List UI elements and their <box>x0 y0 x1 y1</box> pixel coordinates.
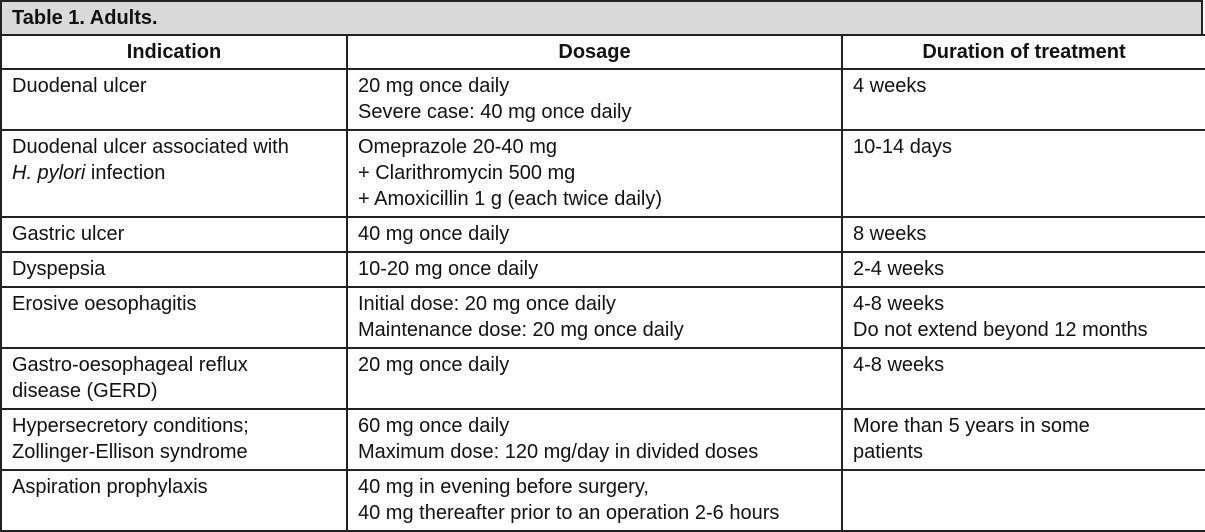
indication-cell: Dyspepsia <box>1 252 347 287</box>
dosage-cell: 60 mg once daily Maximum dose: 120 mg/day in divided doses <box>347 409 842 470</box>
duration-cell: 4-8 weeks <box>842 348 1205 409</box>
table-row <box>1 252 1205 287</box>
table-row <box>1 348 1205 409</box>
dosage-cell: 20 mg once daily <box>347 348 842 409</box>
dosage-cell: Omeprazole 20-40 mg + Clarithromycin 500 mg + Amoxicillin 1 g (each twice daily) <box>347 130 842 217</box>
duration-cell: 8 weeks <box>842 217 1205 252</box>
table-row <box>1 217 1205 252</box>
dosage-cell: 20 mg once daily Severe case: 40 mg once daily <box>347 69 842 130</box>
table-row <box>1 69 1205 130</box>
indication-cell: Gastric ulcer <box>1 217 347 252</box>
indication-cell: Aspiration prophylaxis <box>1 470 347 531</box>
dosage-cell: Initial dose: 20 mg once daily Maintenance dose: 20 mg once daily <box>347 287 842 348</box>
dosage-cell: 10-20 mg once daily <box>347 252 842 287</box>
indication-cell: Gastro-oesophageal reflux disease (GERD) <box>1 348 347 409</box>
duration-cell: 2-4 weeks <box>842 252 1205 287</box>
table-caption: Table 1. Adults. <box>0 0 1203 34</box>
indication-cell: Duodenal ulcer associated with H. pylori infection <box>1 130 347 217</box>
header-duration: Duration of treatment <box>842 35 1205 69</box>
duration-cell: More than 5 years in some patients <box>842 409 1205 470</box>
table-row <box>1 409 1205 470</box>
duration-cell: 4-8 weeks Do not extend beyond 12 months <box>842 287 1205 348</box>
indication-cell: Erosive oesophagitis <box>1 287 347 348</box>
indication-cell: Hypersecretory conditions; Zollinger-Ellison syndrome <box>1 409 347 470</box>
dosage-table <box>0 34 1205 532</box>
header-dosage: Dosage <box>347 35 842 69</box>
dosage-cell: 40 mg in evening before surgery, 40 mg thereafter prior to an operation 2-6 hours <box>347 470 842 531</box>
table-row <box>1 130 1205 217</box>
duration-cell: 10-14 days <box>842 130 1205 217</box>
dosage-cell: 40 mg once daily <box>347 217 842 252</box>
indication-cell: Duodenal ulcer <box>1 69 347 130</box>
italic-organism: H. pylori <box>12 162 86 184</box>
header-row <box>1 35 1205 69</box>
header-indication: Indication <box>1 35 347 69</box>
duration-cell: 4 weeks <box>842 69 1205 130</box>
table-row <box>1 287 1205 348</box>
table-row <box>1 470 1205 531</box>
duration-cell <box>842 470 1205 531</box>
